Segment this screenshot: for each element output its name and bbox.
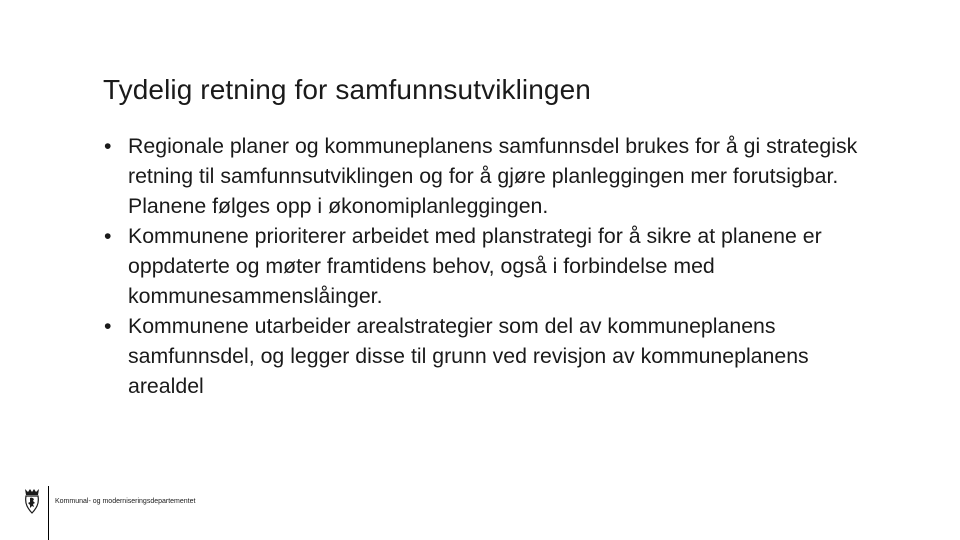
footer-department-name: Kommunal- og moderniseringsdepartementet bbox=[55, 498, 196, 505]
bullet-marker: • bbox=[104, 224, 112, 248]
bullet-list bbox=[103, 131, 863, 401]
footer-divider bbox=[48, 486, 49, 540]
slide-title: Tydelig retning for samfunnsutviklingen bbox=[103, 74, 591, 105]
norwegian-lion-coat-of-arms-icon bbox=[22, 487, 42, 515]
bullet-marker: • bbox=[104, 134, 112, 158]
bullet-item bbox=[103, 221, 863, 311]
bullet-text: Kommunene utarbeider arealstrategier som del av kommuneplanens samfunnsdel, og legger disse til grunn ved revisjon av kommuneplanens arealdel bbox=[128, 314, 809, 398]
bullet-item bbox=[103, 311, 863, 401]
bullet-text: Regionale planer og kommuneplanens samfunnsdel brukes for å gi strategisk retning til samfunnsutviklingen og for å gjøre planleggingen mer forutsigbar. Planene følges opp i økonomiplanleggingen. bbox=[128, 134, 858, 218]
bullet-item bbox=[103, 131, 863, 221]
bullet-marker: • bbox=[104, 314, 112, 338]
bullet-text: Kommunene prioriterer arbeidet med planstrategi for å sikre at planene er oppdaterte og møter framtidens behov, også i forbindelse med kommunesammenslåinger. bbox=[128, 224, 822, 308]
